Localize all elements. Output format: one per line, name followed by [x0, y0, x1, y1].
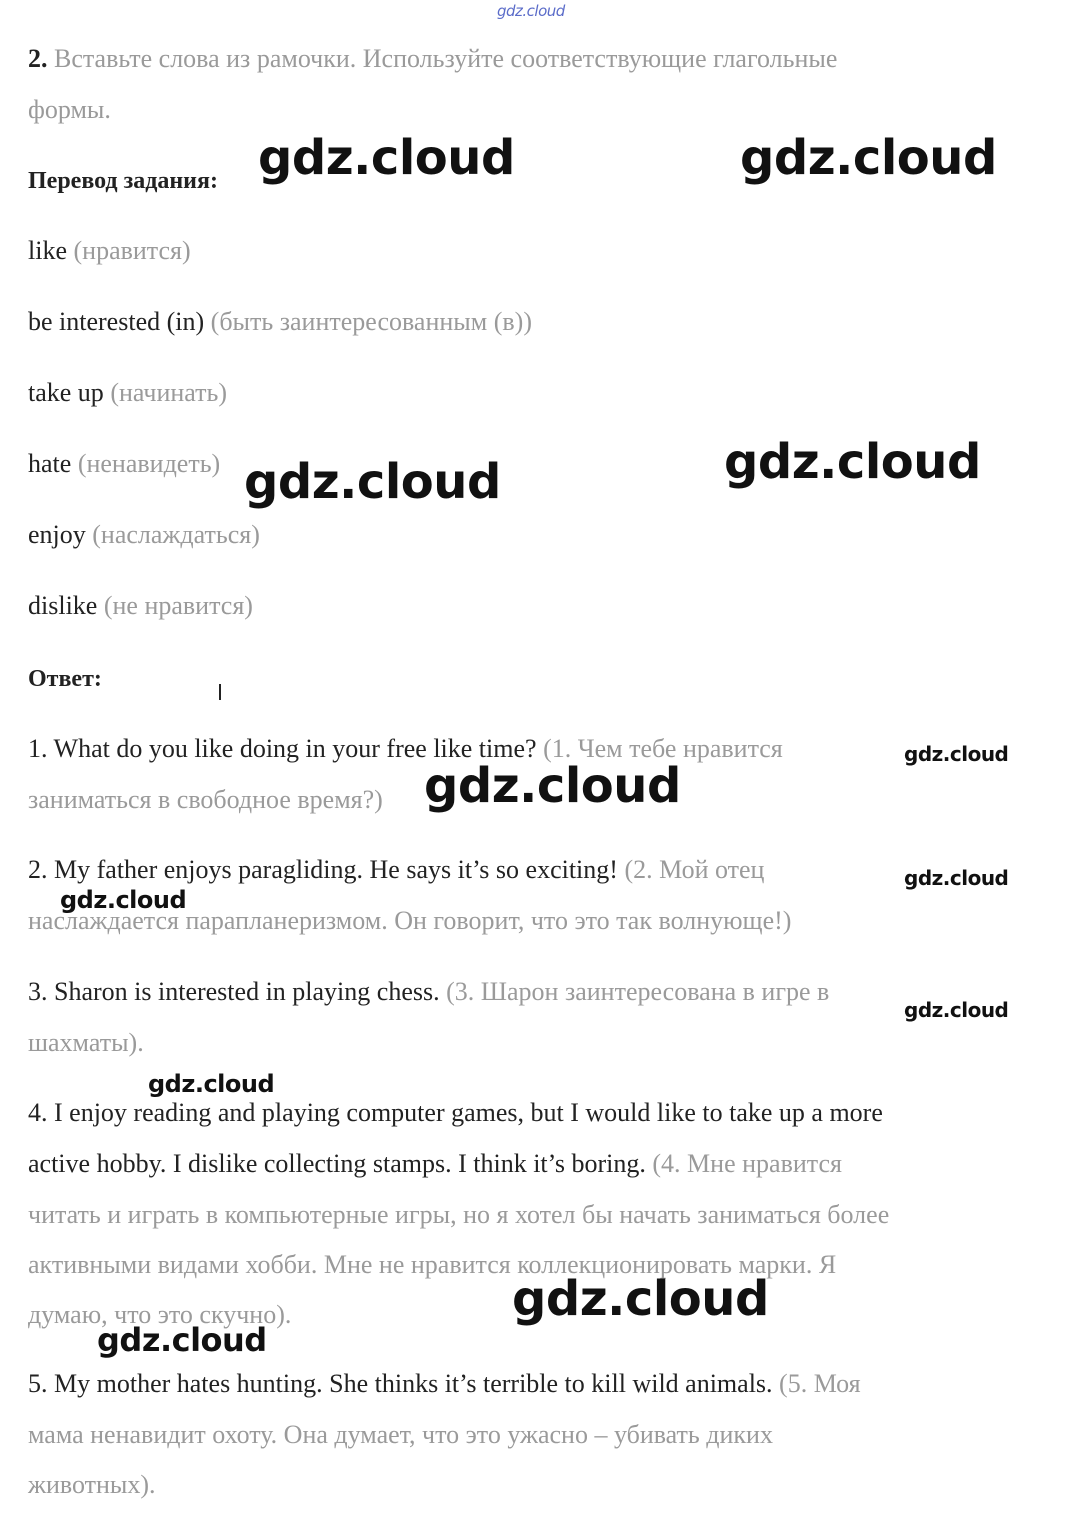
watermark: gdz.cloud — [904, 998, 1009, 1022]
word-item — [28, 376, 227, 410]
answer-4-line5: думаю, что это скучно). — [28, 1300, 292, 1329]
task-instruction-line1 — [28, 42, 837, 76]
word-ru: (нравится) — [73, 236, 191, 265]
answer-3-ru: (3. Шарон заинтересована в игре в — [446, 977, 830, 1006]
watermark: gdz.cloud — [724, 434, 981, 490]
word-ru: (начинать) — [110, 378, 228, 407]
word-en: take up — [28, 378, 104, 407]
task-instruction-line2: формы. — [28, 95, 111, 124]
answer-4-line1: 4. I enjoy reading and playing computer games, but I would like to take up a more — [28, 1098, 883, 1127]
watermark: gdz.cloud — [148, 1070, 275, 1098]
answer-5-en: 5. My mother hates hunting. She thinks it’s terrible to kill wild animals. — [28, 1369, 773, 1398]
answer-3-en: 3. Sharon is interested in playing chess. — [28, 977, 440, 1006]
top-watermark: gdz.cloud — [497, 2, 565, 20]
answer-4-line4: активными видами хобби. Мне не нравится коллекционировать марки. Я — [28, 1250, 837, 1279]
answer-1-line2: заниматься в свободное время?) — [28, 785, 383, 814]
word-en: like — [28, 236, 67, 265]
answer-3-line1 — [28, 975, 829, 1009]
answer-5-line1 — [28, 1367, 861, 1401]
word-item — [28, 447, 220, 481]
word-ru: (быть заинтересованным (в)) — [210, 307, 532, 336]
answer-4-line2 — [28, 1147, 842, 1181]
answer-1-ru: (1. Чем тебе нравится — [543, 734, 783, 763]
word-ru: (ненавидеть) — [77, 449, 221, 478]
word-en: hate — [28, 449, 72, 478]
watermark: gdz.cloud — [904, 866, 1009, 890]
watermark: gdz.cloud — [258, 130, 515, 186]
watermark: gdz.cloud — [244, 454, 501, 510]
answer-5-ru: (5. Моя — [779, 1369, 861, 1398]
answer-2-ru: (2. Мой отец — [624, 855, 765, 884]
answer-2-line2: наслаждается парапланеризмом. Он говорит, что это так волнующе!) — [28, 906, 792, 935]
watermark: gdz.cloud — [60, 886, 187, 914]
watermark: gdz.cloud — [904, 742, 1009, 766]
answer-2-en: 2. My father enjoys paragliding. He says it’s so exciting! — [28, 855, 618, 884]
word-item — [28, 589, 253, 623]
word-en: dislike — [28, 591, 98, 620]
watermark: gdz.cloud — [97, 1321, 267, 1359]
watermark: gdz.cloud — [512, 1271, 769, 1327]
word-item — [28, 234, 191, 268]
answer-heading: Ответ: — [28, 666, 102, 692]
answer-4-ru: (4. Мне нравится — [652, 1149, 842, 1178]
word-item — [28, 518, 260, 552]
word-ru: (не нравится) — [103, 591, 253, 620]
answer-4-en: active hobby. I dislike collecting stamps. I think it’s boring. — [28, 1149, 646, 1178]
task-instruction-text: Вставьте слова из рамочки. Используйте соответствующие глагольные — [54, 44, 838, 73]
word-en: be interested (in) — [28, 307, 205, 336]
answer-2-line1 — [28, 853, 764, 887]
answer-5-line3: животных). — [28, 1470, 156, 1499]
translation-heading: Перевод задания: — [28, 168, 218, 194]
task-number: 2. — [28, 44, 48, 73]
stray-mark — [219, 684, 221, 700]
answer-4-line3: читать и играть в компьютерные игры, но я хотел бы начать заниматься более — [28, 1200, 890, 1229]
answer-5-line2: мама ненавидит охоту. Она думает, что это ужасно – убивать диких — [28, 1420, 773, 1449]
watermark: gdz.cloud — [740, 130, 997, 186]
answer-3-line2: шахматы). — [28, 1028, 144, 1057]
word-en: enjoy — [28, 520, 86, 549]
word-ru: (наслаждаться) — [92, 520, 260, 549]
word-item — [28, 305, 532, 339]
answer-1-en: 1. What do you like doing in your free like time? — [28, 734, 537, 763]
watermark: gdz.cloud — [424, 758, 681, 814]
